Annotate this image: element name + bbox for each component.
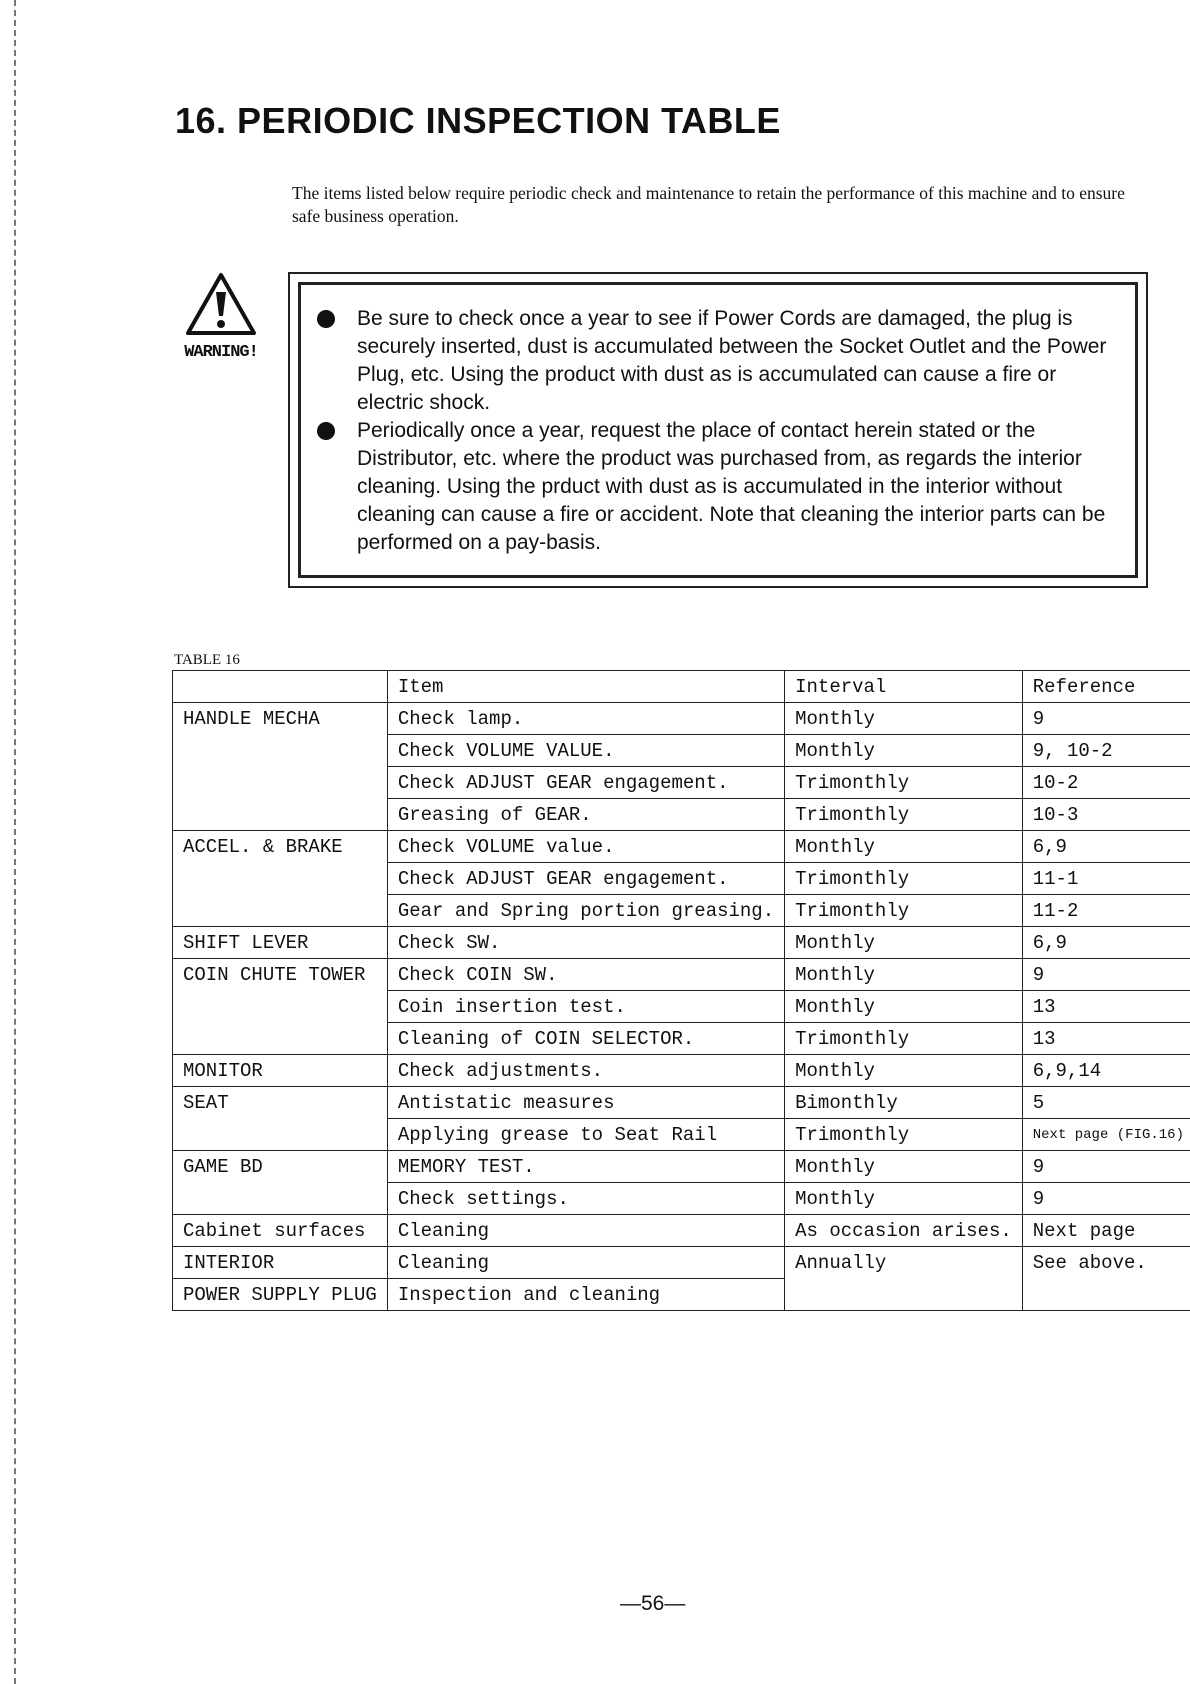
row-reference: 13 bbox=[1022, 991, 1190, 1023]
row-interval: Trimonthly bbox=[785, 767, 1023, 799]
row-interval: Monthly bbox=[785, 831, 1023, 863]
table-row bbox=[173, 1247, 1190, 1279]
row-group bbox=[173, 1023, 388, 1055]
warning-item-text: Be sure to check once a year to see if Power Cords are damaged, the plug is securely inserted, dust is accumulated between the Socket Outlet and the Power Plug, etc. Using the product with dust as is accumulated can cause a fire or electric shock. bbox=[357, 307, 1107, 414]
table-caption: TABLE 16 bbox=[174, 652, 240, 668]
page-edge bbox=[0, 0, 16, 1684]
row-reference: 10-3 bbox=[1022, 799, 1190, 831]
bullet-icon bbox=[317, 310, 335, 328]
table-row bbox=[173, 1215, 1190, 1247]
row-group bbox=[173, 895, 388, 927]
row-item: Check COIN SW. bbox=[387, 959, 784, 991]
row-interval: Annually bbox=[785, 1247, 1023, 1279]
warning-list bbox=[317, 305, 1111, 557]
row-group: Cabinet surfaces bbox=[173, 1215, 388, 1247]
row-interval: As occasion arises. bbox=[785, 1215, 1023, 1247]
warning-box bbox=[288, 272, 1148, 588]
row-interval bbox=[785, 1279, 1023, 1311]
row-reference: 6,9 bbox=[1022, 831, 1190, 863]
row-reference: 9 bbox=[1022, 1151, 1190, 1183]
row-reference bbox=[1022, 1279, 1190, 1311]
header-reference: Reference bbox=[1022, 671, 1190, 703]
row-item: Check VOLUME value. bbox=[387, 831, 784, 863]
table-row bbox=[173, 959, 1190, 991]
row-interval: Monthly bbox=[785, 991, 1023, 1023]
inspection-table bbox=[172, 670, 1190, 1311]
row-reference: Next page bbox=[1022, 1215, 1190, 1247]
row-item: Cleaning bbox=[387, 1247, 784, 1279]
table-row bbox=[173, 991, 1190, 1023]
row-group: MONITOR bbox=[173, 1055, 388, 1087]
table-header-row bbox=[173, 671, 1190, 703]
row-reference: Next page (FIG.16) bbox=[1022, 1119, 1190, 1151]
row-item: Check settings. bbox=[387, 1183, 784, 1215]
row-group bbox=[173, 991, 388, 1023]
table-row bbox=[173, 1151, 1190, 1183]
row-item: MEMORY TEST. bbox=[387, 1151, 784, 1183]
row-group bbox=[173, 863, 388, 895]
row-reference: 6,9,14 bbox=[1022, 1055, 1190, 1087]
row-interval: Monthly bbox=[785, 1055, 1023, 1087]
warning-item bbox=[317, 417, 1111, 557]
row-reference: 11-1 bbox=[1022, 863, 1190, 895]
row-item: Check SW. bbox=[387, 927, 784, 959]
row-reference: 5 bbox=[1022, 1087, 1190, 1119]
row-interval: Trimonthly bbox=[785, 863, 1023, 895]
row-reference: 13 bbox=[1022, 1023, 1190, 1055]
row-interval: Monthly bbox=[785, 927, 1023, 959]
row-group bbox=[173, 799, 388, 831]
table-row bbox=[173, 703, 1190, 735]
row-reference: 10-2 bbox=[1022, 767, 1190, 799]
table-row bbox=[173, 799, 1190, 831]
row-interval: Monthly bbox=[785, 735, 1023, 767]
row-interval: Monthly bbox=[785, 703, 1023, 735]
row-item: Check VOLUME VALUE. bbox=[387, 735, 784, 767]
row-item: Inspection and cleaning bbox=[387, 1279, 784, 1311]
row-interval: Trimonthly bbox=[785, 799, 1023, 831]
row-item: Check lamp. bbox=[387, 703, 784, 735]
row-group: COIN CHUTE TOWER bbox=[173, 959, 388, 991]
table-row bbox=[173, 863, 1190, 895]
warning-item bbox=[317, 305, 1111, 417]
row-reference: 6,9 bbox=[1022, 927, 1190, 959]
row-group: SHIFT LEVER bbox=[173, 927, 388, 959]
row-item: Antistatic measures bbox=[387, 1087, 784, 1119]
row-item: Gear and Spring portion greasing. bbox=[387, 895, 784, 927]
warning-item-text: Periodically once a year, request the place of contact herein stated or the Distributor, etc. where the product was purchased from, as regards the interior cleaning. Using the prduct with dust as is accumulated in the interior without cleaning can cause a fire or accident. Note that cleaning the interior parts can be performed on a pay-basis. bbox=[357, 419, 1106, 554]
intro-paragraph: The items listed below require periodic check and maintenance to retain the performance of this machine and to ensure safe business operation. bbox=[292, 183, 1125, 226]
row-reference: 11-2 bbox=[1022, 895, 1190, 927]
row-item: Cleaning of COIN SELECTOR. bbox=[387, 1023, 784, 1055]
row-group bbox=[173, 1119, 388, 1151]
row-item: Check ADJUST GEAR engagement. bbox=[387, 863, 784, 895]
row-interval: Trimonthly bbox=[785, 1023, 1023, 1055]
row-group: INTERIOR bbox=[173, 1247, 388, 1279]
table-row bbox=[173, 927, 1190, 959]
row-group: HANDLE MECHA bbox=[173, 703, 388, 735]
page-title: 16. PERIODIC INSPECTION TABLE bbox=[175, 100, 781, 141]
table-row bbox=[173, 1023, 1190, 1055]
row-interval: Monthly bbox=[785, 959, 1023, 991]
row-group bbox=[173, 735, 388, 767]
header-interval: Interval bbox=[785, 671, 1023, 703]
row-item: Coin insertion test. bbox=[387, 991, 784, 1023]
row-group: SEAT bbox=[173, 1087, 388, 1119]
row-interval: Trimonthly bbox=[785, 1119, 1023, 1151]
row-interval: Trimonthly bbox=[785, 895, 1023, 927]
row-item: Applying grease to Seat Rail bbox=[387, 1119, 784, 1151]
table-row bbox=[173, 1279, 1190, 1311]
row-interval: Monthly bbox=[785, 1151, 1023, 1183]
row-reference: 9 bbox=[1022, 959, 1190, 991]
table-row bbox=[173, 1055, 1190, 1087]
row-group: POWER SUPPLY PLUG bbox=[173, 1279, 388, 1311]
row-item: Cleaning bbox=[387, 1215, 784, 1247]
row-reference: 9 bbox=[1022, 1183, 1190, 1215]
table-row bbox=[173, 1087, 1190, 1119]
table-row bbox=[173, 1119, 1190, 1151]
row-item: Greasing of GEAR. bbox=[387, 799, 784, 831]
bullet-icon bbox=[317, 422, 335, 440]
row-item: Check ADJUST GEAR engagement. bbox=[387, 767, 784, 799]
row-reference: 9, 10-2 bbox=[1022, 735, 1190, 767]
table-row bbox=[173, 831, 1190, 863]
row-item: Check adjustments. bbox=[387, 1055, 784, 1087]
header-item: Item bbox=[387, 671, 784, 703]
table-row bbox=[173, 735, 1190, 767]
row-interval: Monthly bbox=[785, 1183, 1023, 1215]
row-interval: Bimonthly bbox=[785, 1087, 1023, 1119]
row-reference: See above. bbox=[1022, 1247, 1190, 1279]
row-group: ACCEL. & BRAKE bbox=[173, 831, 388, 863]
table-row bbox=[173, 767, 1190, 799]
row-group bbox=[173, 1183, 388, 1215]
table-row bbox=[173, 1183, 1190, 1215]
header-group bbox=[173, 671, 388, 703]
warning-box-inner bbox=[298, 282, 1138, 578]
warning-sign bbox=[176, 272, 266, 362]
row-reference: 9 bbox=[1022, 703, 1190, 735]
row-group: GAME BD bbox=[173, 1151, 388, 1183]
warning-label: WARNING! bbox=[184, 343, 258, 362]
page-number: —56— bbox=[620, 1592, 686, 1615]
table-row bbox=[173, 895, 1190, 927]
row-group bbox=[173, 767, 388, 799]
warning-triangle-icon bbox=[185, 272, 257, 336]
